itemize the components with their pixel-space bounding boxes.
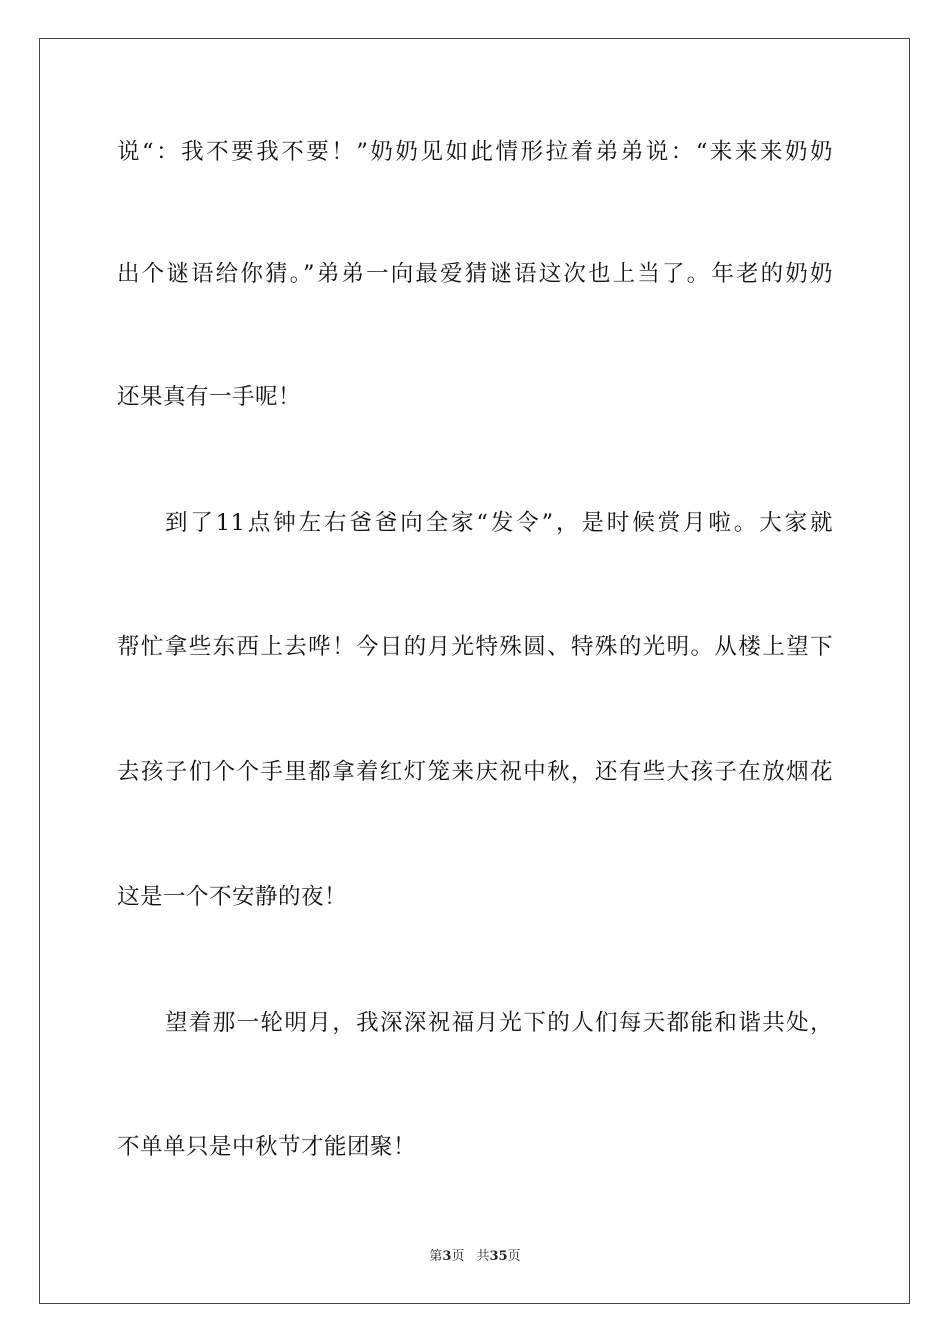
page-footer	[0, 1248, 950, 1266]
text-line-5: 帮忙拿些东西上去哗！今日的月光特殊圆、特殊的光明。从楼上望下	[117, 634, 833, 660]
page-border	[39, 38, 910, 1304]
total-prefix: 共	[476, 1249, 490, 1264]
page-suffix: 页	[451, 1249, 465, 1264]
text-line-7: 这是一个不安静的夜！	[117, 884, 348, 910]
text-line-6: 去孩子们个个手里都拿着红灯笼来庆祝中秋，还有些大孩子在放烟花	[117, 759, 833, 785]
total-pages: 35	[489, 1249, 508, 1264]
text-line-1: 说“：我不要我不要！”奶奶见如此情形拉着弟弟说：“来来来奶奶	[117, 139, 833, 165]
text-line-8: 望着那一轮明月，我深深祝福月光下的人们每天都能和谐共处，	[165, 1010, 833, 1036]
text-line-3: 还果真有一手呢！	[117, 384, 302, 410]
page-number: 3	[442, 1249, 452, 1264]
text-line-2: 出个谜语给你猜。”弟弟一向最爱猜谜语这次也上当了。年老的奶奶	[117, 261, 833, 287]
text-line-4: 到了11点钟左右爸爸向全家“发令”，是时候赏月啦。大家就	[165, 510, 833, 536]
page-prefix: 第	[429, 1249, 443, 1264]
total-suffix: 页	[507, 1249, 521, 1264]
text-line-9: 不单单只是中秋节才能团聚！	[117, 1134, 417, 1160]
